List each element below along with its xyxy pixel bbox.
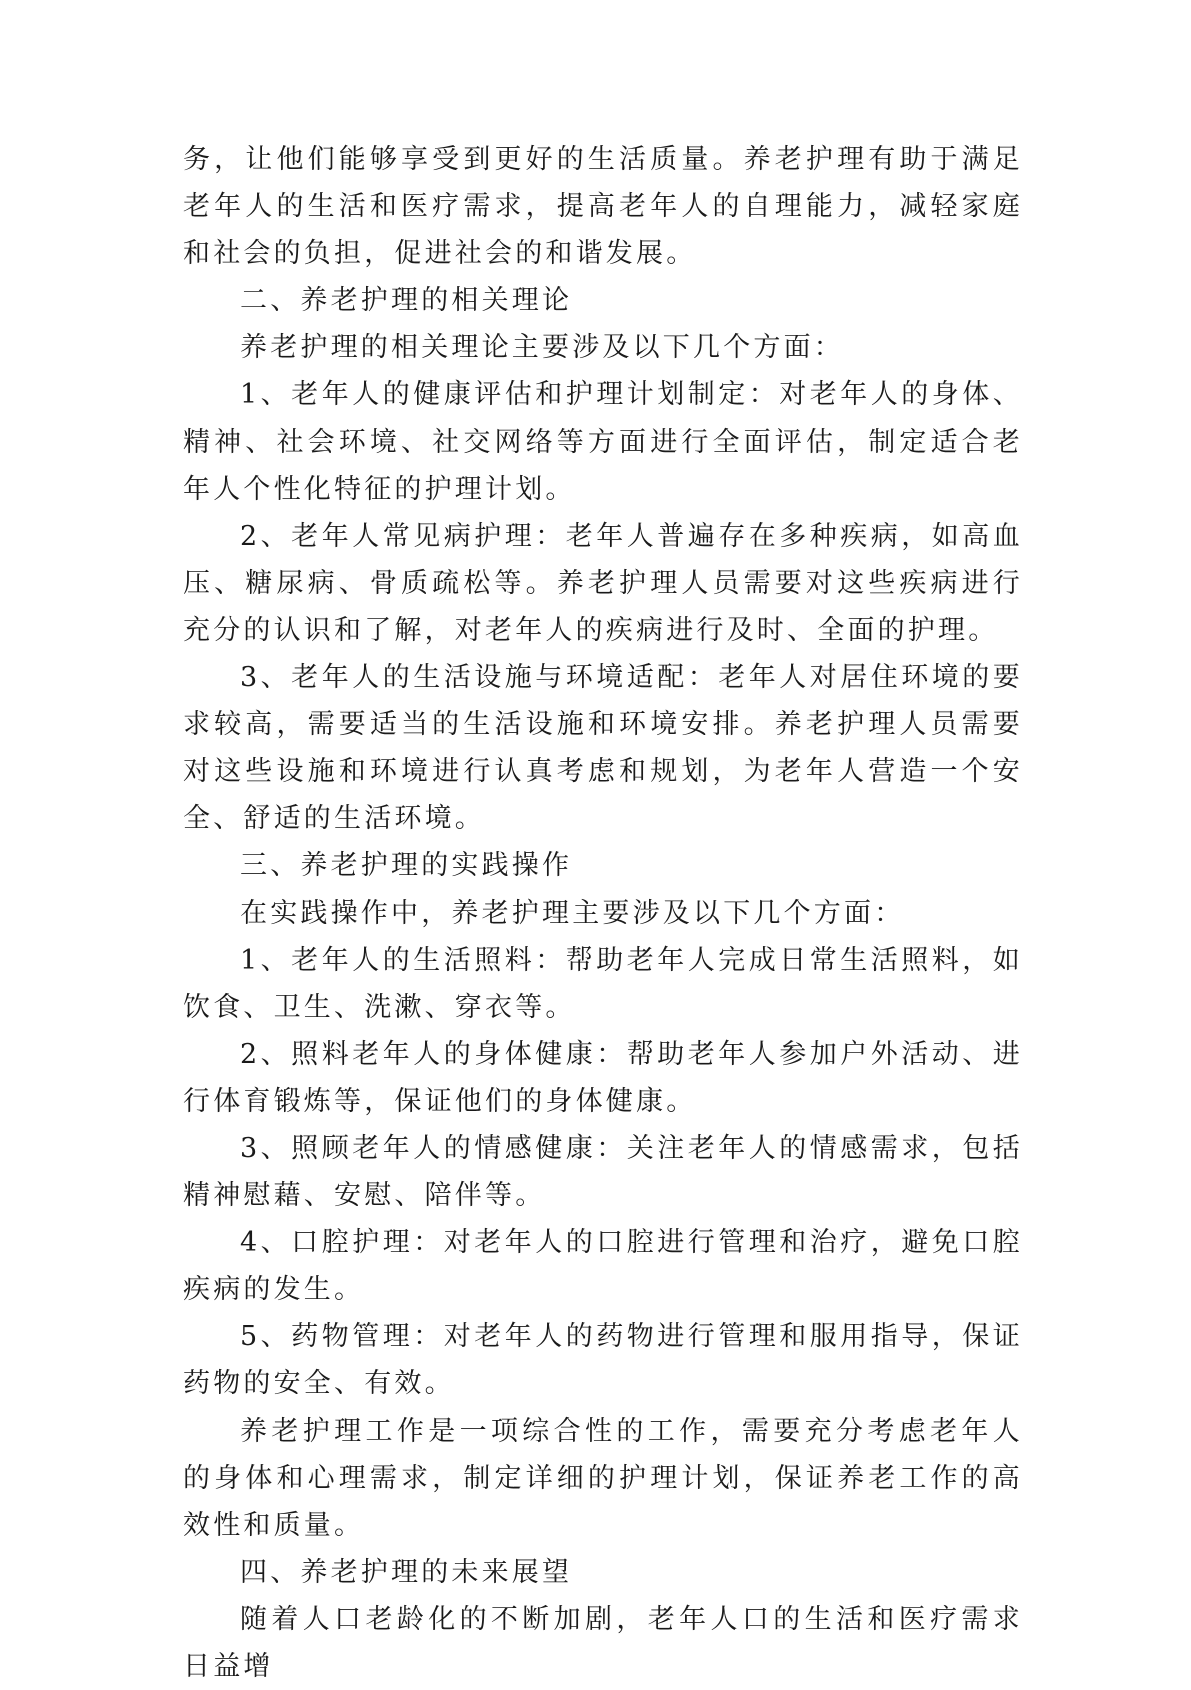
list-item-practice-5: 5、药物管理：对老年人的药物进行管理和服用指导，保证药物的安全、有效。: [183, 1321, 1023, 1400]
list-item-theory-3: 3、老年人的生活设施与环境适配：老年人对居住环境的要求较高，需要适当的生活设施和环境安排。养老护理人员需要对这些设施和环境进行认真考虑和规划，为老年人营造一个安全、舒适的生活环境。: [183, 662, 1023, 835]
paragraph-practice-summary: 养老护理工作是一项综合性的工作，需要充分考虑老年人的身体和心理需求，制定详细的护理计划，保证养老工作的高效性和质量。: [183, 1415, 1023, 1541]
paragraph-continuation: 务，让他们能够享受到更好的生活质量。养老护理有助于满足老年人的生活和医疗需求，提高老年人的自理能力，减轻家庭和社会的负担，促进社会的和谐发展。: [183, 144, 1023, 270]
list-item-practice-4: 4、口腔护理：对老年人的口腔进行管理和治疗，避免口腔疾病的发生。: [183, 1227, 1023, 1306]
list-item-theory-1: 1、老年人的健康评估和护理计划制定：对老年人的身体、精神、社会环境、社交网络等方面进行全面评估，制定适合老年人个性化特征的护理计划。: [183, 379, 1023, 505]
document-body: [183, 136, 1023, 1690]
list-item-practice-1: 1、老年人的生活照料：帮助老年人完成日常生活照料，如饮食、卫生、洗漱、穿衣等。: [183, 944, 1023, 1023]
paragraph-outlook: 随着人口老龄化的不断加剧，老年人口的生活和医疗需求日益增: [183, 1603, 1023, 1682]
paragraph-theory-intro: 养老护理的相关理论主要涉及以下几个方面：: [240, 332, 844, 364]
list-item-practice-2: 2、照料老年人的身体健康：帮助老年人参加户外活动、进行体育锻炼等，保证他们的身体健康。: [183, 1038, 1023, 1117]
section-heading-practice: 三、养老护理的实践操作: [240, 850, 573, 882]
paragraph-practice-intro: 在实践操作中，养老护理主要涉及以下几个方面：: [240, 897, 905, 929]
section-heading-theory: 二、养老护理的相关理论: [240, 285, 573, 317]
section-heading-outlook: 四、养老护理的未来展望: [240, 1556, 573, 1588]
list-item-practice-3: 3、照顾老年人的情感健康：关注老年人的情感需求，包括精神慰藉、安慰、陪伴等。: [183, 1132, 1023, 1212]
list-item-theory-2: 2、老年人常见病护理：老年人普遍存在多种疾病，如高血压、糖尿病、骨质疏松等。养老护理人员需要对这些疾病进行充分的认识和了解，对老年人的疾病进行及时、全面的护理。: [183, 520, 1023, 646]
